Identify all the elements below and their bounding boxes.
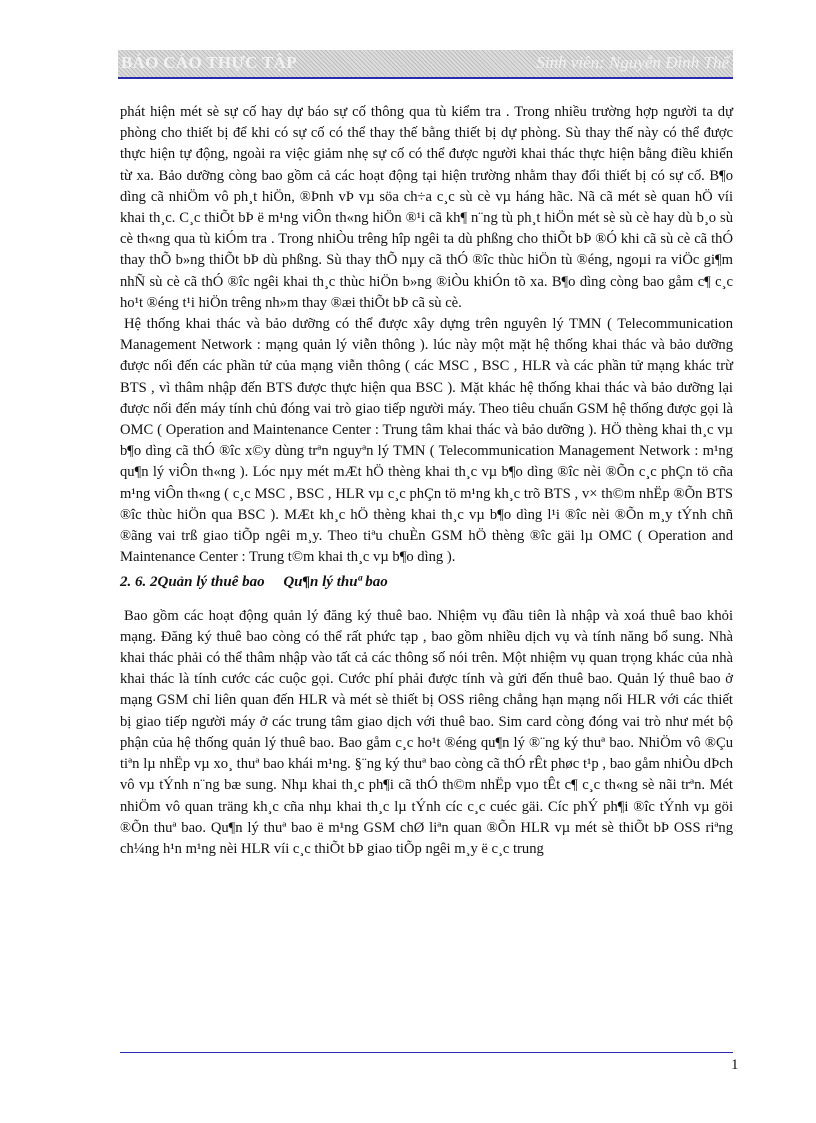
paragraph-subscriber-management: Bao gồm các hoạt động quản lý đăng ký thuê bao. Nhiệm vụ đầu tiên là nhập và xoá thuê bao khỏi mạng. Đăng ký thuê bao còng có thể rất phức tạp , bao gồm nhiều dịch vụ và tính năng bổ sung. Nhà khai thác phải có thể thâm nhập vào tất cả các thông số nói trên. Một nhiệm vụ quan trọng khác của nhà khai thác là tính cước các cuộc gọi. Cước phí phải được tính và gửi đến thuê bao. Quản lý thuê bao ở mạng GSM chỉ liên quan đến HLR và mét sè thiết bị OSS riêng chẳng hạn mạng nối HLR với các thiết bị giao tiếp người máy ở các trung tâm giao dịch với thuê bao. Sim card còng đóng vai trò như mét bộ phận của hệ thống quản lý thuê bao. Bao gåm c¸c ho¹t ®éng qu¶n lý ®¨ng ký thuª bao. NhiÖm vô ®Çu tiªn lµ nhËp vµ xo¸ thuª bao khái m¹ng. §¨ng ký thuª bao còng cã thÓ rÊt phøc t¹p , bao gåm nhiÒu dÞch vô vµ tÝnh n¨ng bæ sung. Nhµ khai th¸c ph¶i cã thÓ th©m nhËp vµo tÊt c¶ c¸c th«ng sè nãi trªn. Mét nhiÖm vô quan träng kh¸c cña nhµ khai th¸c lµ tÝnh cíc c¸c cuéc gäi. Cíc phÝ ph¶i ®îc tÝnh vµ göi ®Õn thuª bao. Qu¶n lý thuª bao ë m¹ng GSM chØ liªn quan ®Õn HLR vµ mét sè thiÕt bÞ OSS riªng ch¼ng h¹n m¹ng nèi HLR víi c¸c thiÕt bÞ giao tiÕp ngêi m¸y ë c¸c trung: [120, 607, 733, 857]
document-body: [120, 102, 733, 860]
section-heading-subscriber-management: 2. 6. 2Quản lý thuê bao Qu¶n lý thuª bao: [120, 574, 388, 591]
student-name: Sinh viên: Nguyễn Đình Thế: [536, 53, 729, 72]
page-header: [118, 50, 733, 79]
report-title: BÁO CÁO THỰC TẬP: [121, 53, 297, 72]
page-number: 1: [731, 1057, 739, 1073]
footer-divider: [120, 1052, 733, 1053]
paragraph-maintenance: phát hiện mét sè sự cố hay dự báo sự cố thông qua tù kiểm tra . Trong nhiều trường hợp người ta dự phòng cho thiết bị để khi có sự cố có thể thay thế bằng thiết bị dự phòng. Sù thay thế này có thể được thực hiện tự động, ngoài ra việc giảm nhẹ sự cố có thể được người khai thác thực hiện bằng điều khiển từ xa. Bảo dưỡng còng bao gồm cả các hoạt động tại hiện trường nhằm thay đổi thiết bị có sự cố. B¶o dìng cã nhiÖm vô ph¸t hiÖn, ®Þnh vÞ vµ söa ch÷a c¸c sù cè vµ háng hãc. Nã cã mét sè quan hÖ víi khai th¸c. C¸c thiÕt bÞ ë m¹ng viÔn th«ng hiÖn ®¹i cã kh¶ n¨ng tù ph¸t hiÖn mét sè sù cè hay dù b¸o sù cè th«ng qua tù kiÓm tra . Trong nhiÒu trêng hîp ngêi ta dù phßng cho thiÕt bÞ ®Ó khi cã sù cè cã thÓ thay thÕ b»ng thiÕt bÞ dù phßng. Sù thay thÕ nµy cã thÓ ®îc thùc hiÖn tù ®éng, ngoµi ra viÖc gi¶m nhÑ sù cè cã thÓ ®îc ngêi khai th¸c thùc hiÖn b»ng ®iÒu khiÓn tõ xa. B¶o dìng còng bao gåm c¶ c¸c ho¹t ®éng t¹i hiÖn trêng nh»m thay ®æi thiÕt bÞ cã sù cè.: [120, 104, 733, 311]
paragraph-tmn: Hệ thống khai thác và bảo dưỡng có thể được xây dựng trên nguyên lý TMN ( Telecommunication Management Network : mạng quản lý viễn thông ). lúc này một mặt hệ thống khai thác và bảo dưỡng được nối đến các phần tử của mạng viễn thông ( các MSC , BSC , HLR và các phần tử mạng khác trừ BTS , vì thâm nhập đến BTS được thực hiện qua BSC ). Mặt khác hệ thống khai thác và bảo dưỡng lại được nối đến máy tính chủ đóng vai trò giao tiếp người máy. Theo tiêu chuẩn GSM hệ thống được gọi là OMC ( Operation and Maintenance Center : Trung tâm khai thác và bảo dưỡng ). HÖ thèng khai th¸c vµ b¶o dìng cã thÓ ®îc x©y dùng trªn nguyªn lý TMN ( Telecommunication Management Network : m¹ng qu¶n lý viÔn th«ng ). Lóc nµy mét mÆt hÖ thèng khai th¸c vµ b¶o dìng ®îc nèi ®Õn c¸c phÇn tö cña m¹ng viÔn th«ng ( c¸c MSC , BSC , HLR vµ c¸c phÇn tö m¹ng kh¸c trõ BTS , v× th©m nhËp ®Õn BTS ®îc thùc hiÖn qua BSC ). MÆt kh¸c hÖ thèng khai th¸c vµ b¶o dìng l¹i ®îc nèi ®Õn m¸y tÝnh chñ ®ãng vai trß giao tiÕp ngêi m¸y. Theo tiªu chuÈn GSM hÖ thèng ®îc gäi lµ OMC ( Operation and Maintenance Center : Trung t©m khai th¸c vµ b¶o dìng ).: [120, 316, 733, 566]
